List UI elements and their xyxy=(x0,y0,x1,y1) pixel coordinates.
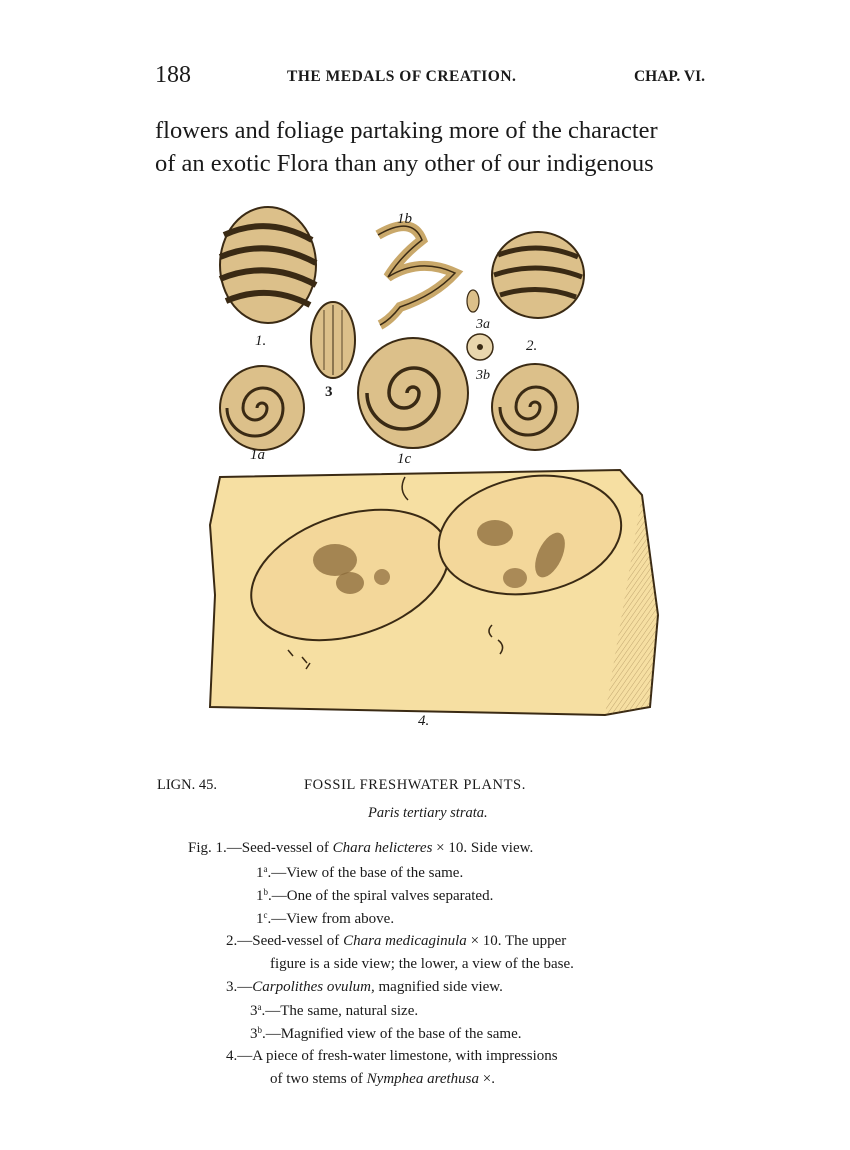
caption-title: FOSSIL FRESHWATER PLANTS. xyxy=(304,777,526,793)
page-number: 188 xyxy=(155,62,191,88)
fig1c-spiral-top xyxy=(358,338,468,448)
label-fig2: 2. xyxy=(526,338,538,354)
fig3-carpolithes xyxy=(311,302,355,378)
fig-desc-line: 2.—Seed-vessel of Chara medicaginula × 10. The upper xyxy=(226,933,567,949)
label-fig4: 4. xyxy=(418,713,430,729)
fig1b-spiral-valve xyxy=(378,226,455,325)
fig-desc-line: 1$^b$.—One of the spiral valves separated. xyxy=(256,887,494,904)
fig1a-spiral-base xyxy=(220,366,304,450)
label-fig1a: 1a xyxy=(250,447,265,463)
fossil-plants-illustration xyxy=(150,195,690,735)
fig-desc-line: figure is a side view; the lower, a view of the base. xyxy=(270,956,574,972)
fig-desc-line: 3.—Carpolithes ovulum, magnified side view. xyxy=(226,979,503,995)
caption-label: LIGN. 45. xyxy=(157,777,218,793)
page-header xyxy=(155,62,705,92)
chapter-label: CHAP. VI. xyxy=(633,68,705,85)
fig3a-small-seed xyxy=(467,290,479,312)
body-text xyxy=(155,114,715,180)
fig1-seed-vessel xyxy=(220,207,316,323)
caption-subtitle: Paris tertiary strata. xyxy=(368,805,488,821)
body-line-2: of an exotic Flora than any other of our indigenous xyxy=(155,150,654,177)
label-fig1c: 1c xyxy=(397,451,412,467)
fig-desc-line: 1$^a$.—View of the base of the same. xyxy=(256,864,464,881)
fig-desc-line: 3$^b$.—Magnified view of the base of the same. xyxy=(250,1025,522,1042)
fig-desc-line: Fig. 1.—Seed-vessel of Chara helicteres × 10. Side view. xyxy=(188,840,534,856)
fig-desc-line: 1$^c$.—View from above. xyxy=(256,910,395,927)
fig2-spiral-base xyxy=(492,364,578,450)
label-fig1: 1. xyxy=(255,333,267,349)
body-line-1: flowers and foliage partaking more of the character xyxy=(155,117,658,144)
label-fig3b: 3b xyxy=(476,368,490,383)
label-fig3: 3 xyxy=(325,384,333,400)
fig4-limestone-slab xyxy=(210,462,658,715)
fig-desc-line: 4.—A piece of fresh-water limestone, with impressions xyxy=(226,1048,558,1064)
label-fig3a: 3a xyxy=(476,317,490,332)
running-title: THE MEDALS OF CREATION. xyxy=(287,68,517,85)
fig-desc-line: 3$^a$.—The same, natural size. xyxy=(250,1002,419,1019)
fig2-seed-vessel xyxy=(492,232,584,318)
fig-desc-line: of two stems of Nymphea arethusa ×. xyxy=(270,1071,495,1087)
label-fig1b: 1b xyxy=(397,211,412,227)
